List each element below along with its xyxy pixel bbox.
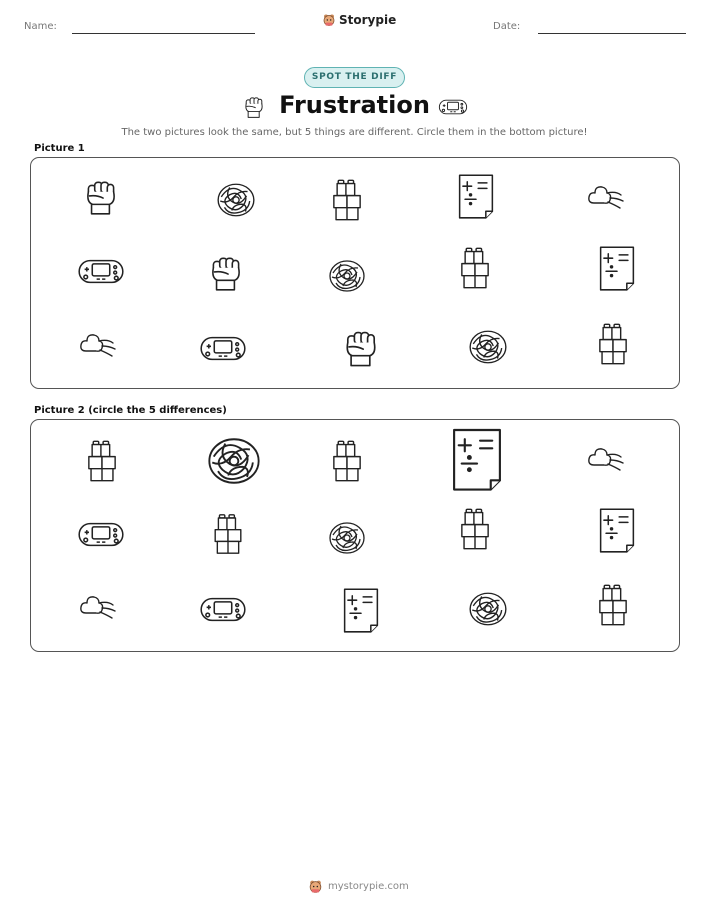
tangle-icon (213, 179, 259, 221)
gamepad-icon (77, 255, 125, 288)
puff-icon (586, 180, 626, 214)
tangle-icon (326, 256, 368, 296)
page-title: Frustration (279, 91, 430, 119)
date-line[interactable] (538, 33, 686, 34)
math-sheet-icon[interactable] (340, 586, 382, 634)
instructions: The two pictures look the same, but 5 things are different. Circle them in the bottom picture! (121, 127, 588, 138)
brand-name: Storypie (339, 13, 397, 27)
tangle-icon (466, 326, 510, 368)
tangle-icon[interactable] (202, 432, 266, 490)
blocks-icon[interactable] (458, 506, 492, 552)
math-sheet-icon[interactable] (448, 425, 506, 493)
puff-icon[interactable] (586, 442, 626, 476)
tangle-icon[interactable] (466, 588, 510, 630)
blocks-icon[interactable] (85, 438, 119, 484)
storypie-mascot-icon (322, 13, 336, 27)
fist-icon (205, 250, 247, 296)
blocks-icon (458, 245, 492, 291)
gamepad-icon (438, 96, 468, 118)
fist-icon (339, 324, 383, 372)
gamepad-icon[interactable] (77, 518, 125, 551)
blocks-icon (330, 177, 364, 223)
puff-icon (77, 328, 119, 362)
math-sheet-icon (455, 172, 497, 220)
name-line[interactable] (72, 33, 255, 34)
picture-1-label: Picture 1 (34, 143, 85, 154)
blocks-icon[interactable] (596, 582, 630, 628)
blocks-icon[interactable] (330, 438, 364, 484)
picture-2-label: Picture 2 (circle the 5 differences) (34, 405, 227, 416)
math-sheet-icon[interactable] (596, 506, 638, 554)
storypie-mascot-icon (308, 879, 323, 894)
gamepad-icon (199, 332, 247, 365)
brand-logo (322, 13, 396, 27)
name-label: Name: (24, 21, 57, 32)
puff-icon[interactable] (77, 590, 119, 624)
footer (308, 879, 409, 894)
blocks-icon[interactable] (212, 511, 244, 557)
date-label: Date: (493, 21, 521, 32)
fist-icon (80, 174, 122, 220)
spot-the-diff-badge: SPOT THE DIFF (304, 67, 405, 88)
tangle-icon[interactable] (326, 518, 368, 558)
footer-url[interactable]: mystorypie.com (328, 881, 409, 892)
math-sheet-icon (596, 244, 638, 292)
blocks-icon (596, 321, 630, 367)
gamepad-icon[interactable] (199, 593, 247, 626)
